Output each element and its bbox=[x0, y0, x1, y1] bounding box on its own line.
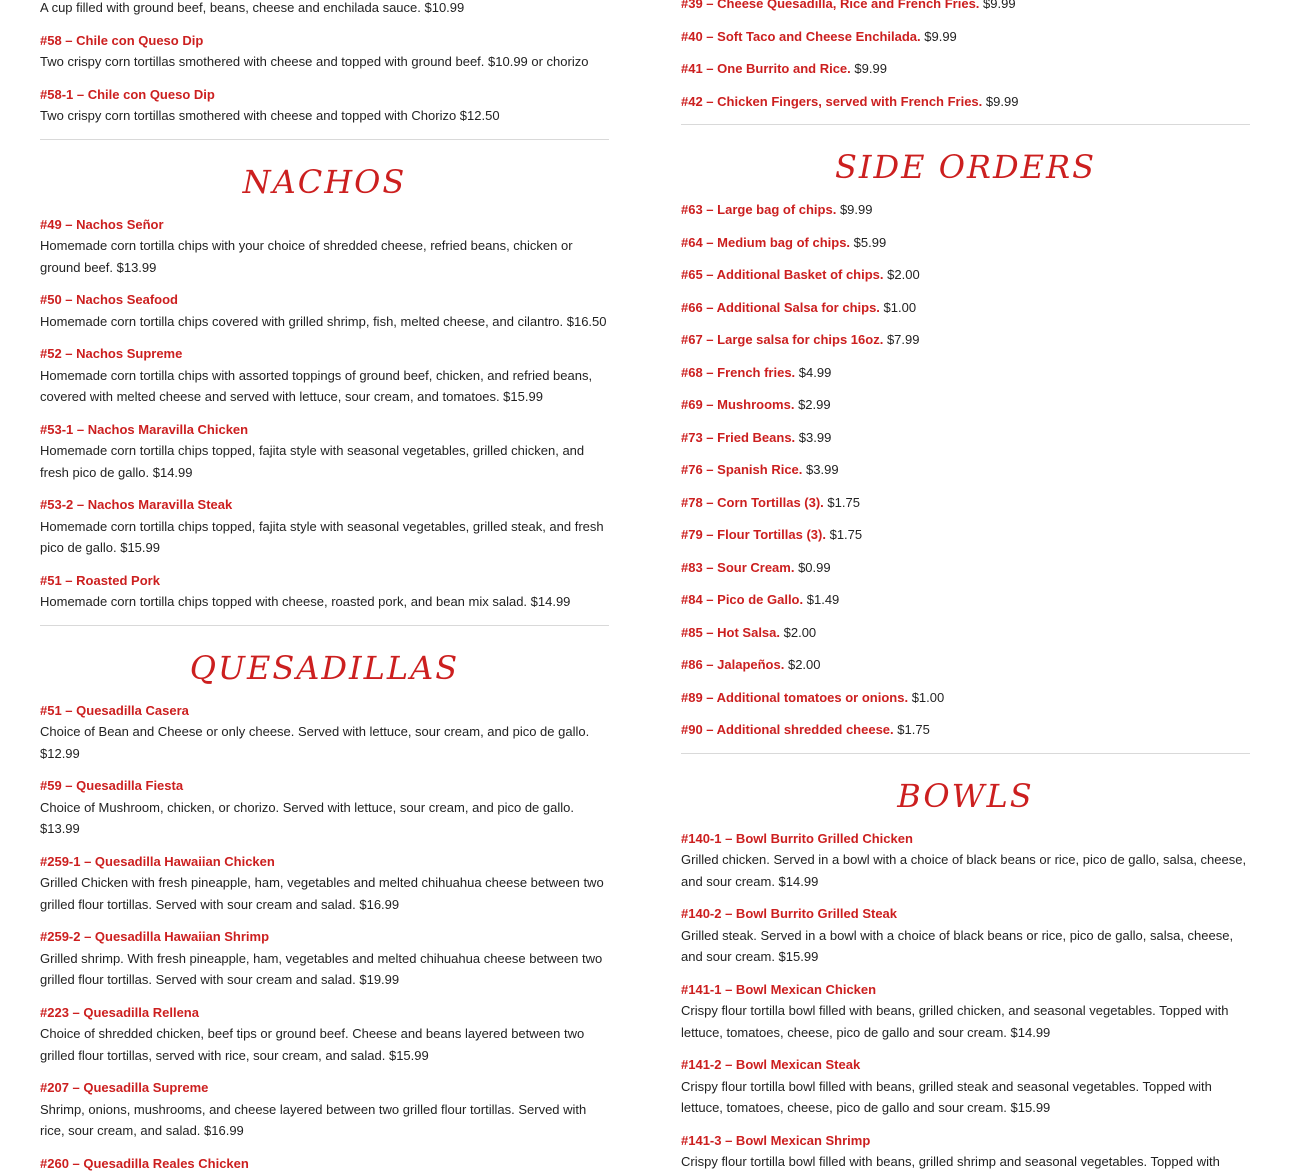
left-top-items bbox=[40, 0, 609, 127]
menu-item bbox=[681, 58, 1250, 80]
menu-item-description: Homemade corn tortilla chips topped, fajita style with seasonal vegetables, grilled chicken, and fresh pico de gallo. $14.99 bbox=[40, 440, 609, 483]
menu-item-price: $9.99 bbox=[924, 29, 957, 44]
menu-item-price: $2.00 bbox=[788, 657, 821, 672]
menu-item-price: $2.00 bbox=[887, 267, 920, 282]
menu-item-name: #51 – Roasted Pork bbox=[40, 570, 609, 592]
menu-item-name: #52 – Nachos Supreme bbox=[40, 343, 609, 365]
menu-item-name: #84 – Pico de Gallo. bbox=[681, 592, 803, 607]
nachos-heading: NACHOS bbox=[40, 140, 609, 214]
menu-item bbox=[40, 700, 609, 765]
menu-item bbox=[681, 979, 1250, 1044]
menu-item-price: $0.99 bbox=[798, 560, 831, 575]
menu-item-name: #140-1 – Bowl Burrito Grilled Chicken bbox=[681, 828, 1250, 850]
menu-item-name: #79 – Flour Tortillas (3). bbox=[681, 527, 826, 542]
bowls-heading: BOWLS bbox=[681, 754, 1250, 828]
menu-item-name: #140-2 – Bowl Burrito Grilled Steak bbox=[681, 903, 1250, 925]
menu-item-description: Crispy flour tortilla bowl filled with beans, grilled shrimp and seasonal vegetables. Topped with bbox=[681, 1151, 1250, 1173]
menu-item-price: $4.99 bbox=[799, 365, 832, 380]
menu-item bbox=[681, 828, 1250, 893]
menu-item-price: $9.99 bbox=[840, 202, 873, 217]
menu-item-name: #260 – Quesadilla Reales Chicken bbox=[40, 1153, 609, 1174]
menu-item-price: $3.99 bbox=[799, 430, 832, 445]
menu-item-name: #259-1 – Quesadilla Hawaiian Chicken bbox=[40, 851, 609, 873]
menu-item-name: #76 – Spanish Rice. bbox=[681, 462, 802, 477]
menu-item-price: $1.49 bbox=[807, 592, 840, 607]
menu-item-description: Grilled Chicken with fresh pineapple, ham, vegetables and melted chihuahua cheese between two grilled flour tortillas. Served with sour cream and salad. $16.99 bbox=[40, 872, 609, 915]
menu-item-price: $1.00 bbox=[884, 300, 917, 315]
menu-item bbox=[681, 329, 1250, 351]
menu-item bbox=[40, 419, 609, 484]
menu-item-name: #64 – Medium bag of chips. bbox=[681, 235, 850, 250]
menu-item bbox=[681, 362, 1250, 384]
menu-item-description: Choice of shredded chicken, beef tips or ground beef. Cheese and beans layered between two grilled flour tortillas, served with rice, sour cream, and salad. $15.99 bbox=[40, 1023, 609, 1066]
quesadillas-list bbox=[40, 700, 609, 1174]
menu-item bbox=[681, 0, 1250, 15]
menu-item bbox=[40, 30, 609, 73]
menu-item-name: #49 – Nachos Señor bbox=[40, 214, 609, 236]
menu-item-price: $1.75 bbox=[830, 527, 863, 542]
left-menu-column bbox=[40, 0, 609, 1174]
menu-item bbox=[40, 775, 609, 840]
menu-item bbox=[40, 214, 609, 279]
menu-item bbox=[681, 687, 1250, 709]
menu-item-name: #83 – Sour Cream. bbox=[681, 560, 794, 575]
menu-item-price: $1.75 bbox=[897, 722, 930, 737]
menu-item-price: $3.99 bbox=[806, 462, 839, 477]
menu-item-name: #58 – Chile con Queso Dip bbox=[40, 30, 609, 52]
menu-item bbox=[40, 570, 609, 613]
menu-item-name: #68 – French fries. bbox=[681, 365, 795, 380]
menu-item-name: #86 – Jalapeños. bbox=[681, 657, 784, 672]
menu-item-name: #42 – Chicken Fingers, served with French Fries. bbox=[681, 94, 982, 109]
menu-item bbox=[681, 557, 1250, 579]
menu-item-price: $1.75 bbox=[827, 495, 860, 510]
menu-item-name: #85 – Hot Salsa. bbox=[681, 625, 780, 640]
side-orders-list bbox=[681, 199, 1250, 741]
menu-item-name: #41 – One Burrito and Rice. bbox=[681, 61, 851, 76]
menu-item-description: Homemade corn tortilla chips with your choice of shredded cheese, refried beans, chicken or ground beef. $13.99 bbox=[40, 235, 609, 278]
menu-item bbox=[681, 903, 1250, 968]
menu-item-name: #89 – Additional tomatoes or onions. bbox=[681, 690, 908, 705]
menu-item-description: Choice of Mushroom, chicken, or chorizo. Served with lettuce, sour cream, and pico de gallo. $13.99 bbox=[40, 797, 609, 840]
menu-item-price: $9.99 bbox=[986, 94, 1019, 109]
menu-item-name: #259-2 – Quesadilla Hawaiian Shrimp bbox=[40, 926, 609, 948]
menu-item-price: $2.00 bbox=[784, 625, 817, 640]
menu-item-name: #63 – Large bag of chips. bbox=[681, 202, 836, 217]
menu-item bbox=[681, 199, 1250, 221]
menu-item-description: Homemade corn tortilla chips topped, fajita style with seasonal vegetables, grilled steak, and fresh pico de gallo. $15.99 bbox=[40, 516, 609, 559]
menu-item-name: #141-3 – Bowl Mexican Shrimp bbox=[681, 1130, 1250, 1152]
menu-item-name: #67 – Large salsa for chips 16oz. bbox=[681, 332, 883, 347]
menu-item-price: $9.99 bbox=[983, 0, 1016, 11]
bowls-list bbox=[681, 828, 1250, 1173]
menu-item bbox=[681, 427, 1250, 449]
menu-item-name: #141-2 – Bowl Mexican Steak bbox=[681, 1054, 1250, 1076]
menu-item-description: A cup filled with ground beef, beans, cheese and enchilada sauce. $10.99 bbox=[40, 0, 609, 19]
menu-item-price: $7.99 bbox=[887, 332, 920, 347]
nachos-list bbox=[40, 214, 609, 613]
menu-item bbox=[681, 654, 1250, 676]
menu-item-description: Two crispy corn tortillas smothered with cheese and topped with ground beef. $10.99 or chorizo bbox=[40, 51, 609, 73]
menu-item bbox=[681, 297, 1250, 319]
menu-item-description: Grilled shrimp. With fresh pineapple, ham, vegetables and melted chihuahua cheese between two grilled flour tortillas. Served with sour cream and salad. $19.99 bbox=[40, 948, 609, 991]
menu-item-name: #53-1 – Nachos Maravilla Chicken bbox=[40, 419, 609, 441]
menu-item bbox=[681, 232, 1250, 254]
menu-item-name: #40 – Soft Taco and Cheese Enchilada. bbox=[681, 29, 921, 44]
menu-item-name: #51 – Quesadilla Casera bbox=[40, 700, 609, 722]
menu-item-price: $5.99 bbox=[854, 235, 887, 250]
menu-item bbox=[681, 264, 1250, 286]
menu-item-description: Homemade corn tortilla chips covered with grilled shrimp, fish, melted cheese, and cilantro. $16.50 bbox=[40, 311, 609, 333]
menu-item-name: #59 – Quesadilla Fiesta bbox=[40, 775, 609, 797]
menu-item bbox=[681, 1130, 1250, 1173]
menu-item bbox=[681, 26, 1250, 48]
menu-item-name: #141-1 – Bowl Mexican Chicken bbox=[681, 979, 1250, 1001]
menu-item bbox=[40, 494, 609, 559]
menu-item-description: Homemade corn tortilla chips with assorted toppings of ground beef, chicken, and refried beans, covered with melted cheese and served with lettuce, sour cream, and tomatoes. $15.99 bbox=[40, 365, 609, 408]
menu-item-name: #50 – Nachos Seafood bbox=[40, 289, 609, 311]
menu-item-name: #90 – Additional shredded cheese. bbox=[681, 722, 894, 737]
menu-item-description: Shrimp, onions, mushrooms, and cheese layered between two grilled flour tortillas. Served with rice, sour cream, and salad. $16.99 bbox=[40, 1099, 609, 1142]
menu-item bbox=[681, 91, 1250, 113]
menu-item-description: Choice of Bean and Cheese or only cheese. Served with lettuce, sour cream, and pico de gallo. $12.99 bbox=[40, 721, 609, 764]
menu-item bbox=[681, 622, 1250, 644]
menu-item bbox=[681, 589, 1250, 611]
menu-item-name: #207 – Quesadilla Supreme bbox=[40, 1077, 609, 1099]
menu-item-description: Crispy flour tortilla bowl filled with beans, grilled steak and seasonal vegetables. Topped with lettuce, tomatoes, cheese, pico de gallo and sour cream. $15.99 bbox=[681, 1076, 1250, 1119]
quesadillas-heading: QUESADILLAS bbox=[40, 626, 609, 700]
menu-item bbox=[681, 459, 1250, 481]
menu-item bbox=[40, 1077, 609, 1142]
menu-item bbox=[681, 719, 1250, 741]
menu-item bbox=[681, 1054, 1250, 1119]
right-top-items bbox=[681, 0, 1250, 112]
menu-item-name: #78 – Corn Tortillas (3). bbox=[681, 495, 824, 510]
menu-item bbox=[40, 851, 609, 916]
menu-item-description: Grilled chicken. Served in a bowl with a choice of black beans or rice, pico de gallo, salsa, cheese, and sour cream. $14.99 bbox=[681, 849, 1250, 892]
menu-item-name: #39 – Cheese Quesadilla, Rice and French Fries. bbox=[681, 0, 979, 11]
menu-item bbox=[40, 1153, 609, 1174]
right-menu-column bbox=[681, 0, 1250, 1173]
menu-item-description: Grilled steak. Served in a bowl with a choice of black beans or rice, pico de gallo, salsa, cheese, and sour cream. $15.99 bbox=[681, 925, 1250, 968]
menu-item-price: $9.99 bbox=[854, 61, 887, 76]
menu-item bbox=[40, 289, 609, 332]
menu-item-name: #53-2 – Nachos Maravilla Steak bbox=[40, 494, 609, 516]
menu-item-name: #65 – Additional Basket of chips. bbox=[681, 267, 884, 282]
menu-item-description: Crispy flour tortilla bowl filled with beans, grilled chicken, and seasonal vegetables. Topped with lettuce, tomatoes, cheese, pico de gallo and sour cream. $14.99 bbox=[681, 1000, 1250, 1043]
menu-item-price: $1.00 bbox=[912, 690, 945, 705]
menu-item-name: #58-1 – Chile con Queso Dip bbox=[40, 84, 609, 106]
menu-item bbox=[40, 1002, 609, 1067]
menu-item bbox=[40, 84, 609, 127]
menu-item bbox=[40, 0, 609, 19]
side-orders-heading: SIDE ORDERS bbox=[681, 125, 1250, 199]
menu-item bbox=[681, 492, 1250, 514]
menu-item-name: #73 – Fried Beans. bbox=[681, 430, 795, 445]
menu-item-description: Two crispy corn tortillas smothered with cheese and topped with Chorizo $12.50 bbox=[40, 105, 609, 127]
menu-item bbox=[681, 524, 1250, 546]
menu-item-name: #66 – Additional Salsa for chips. bbox=[681, 300, 880, 315]
menu-item bbox=[681, 394, 1250, 416]
menu-item bbox=[40, 926, 609, 991]
menu-item-name: #223 – Quesadilla Rellena bbox=[40, 1002, 609, 1024]
menu-item bbox=[40, 343, 609, 408]
menu-item-name: #69 – Mushrooms. bbox=[681, 397, 794, 412]
menu-item-price: $2.99 bbox=[798, 397, 831, 412]
menu-item-description: Homemade corn tortilla chips topped with cheese, roasted pork, and bean mix salad. $14.99 bbox=[40, 591, 609, 613]
